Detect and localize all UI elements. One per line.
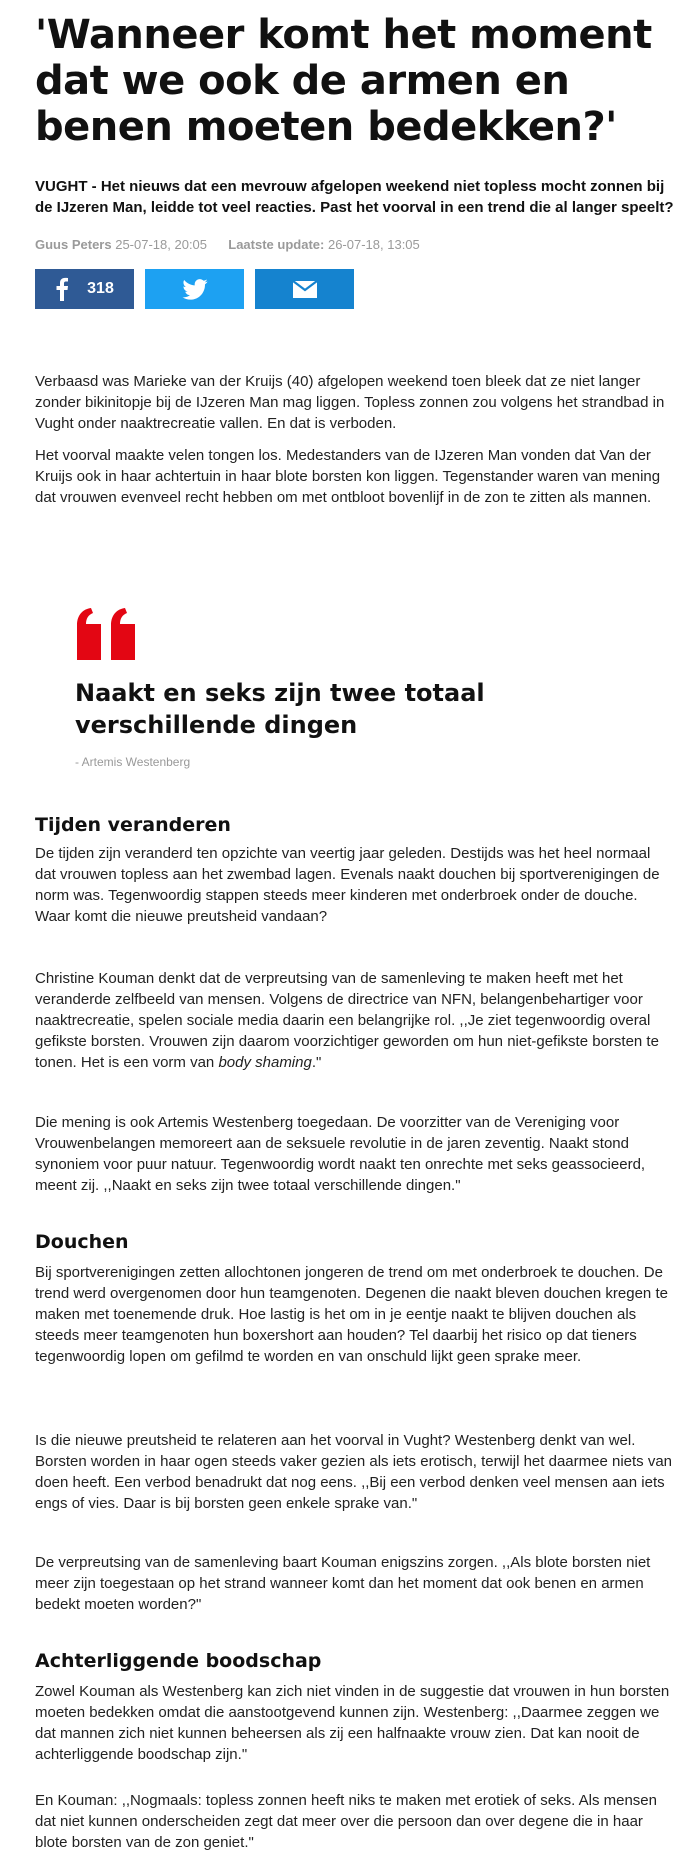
section-heading-tijden-veranderen: Tijden veranderen (35, 814, 231, 836)
pull-quote-author: - Artemis Westenberg (75, 755, 191, 769)
paragraph-10-text: En Kouman: ,,Nogmaals: topless zonnen heeft niks te maken met erotiek of seks. Als mensen dat niet kunnen onderscheiden zegt dat meer over die persoon dan over degene die in haar blote borsten van de zon geniet." (35, 1792, 657, 1851)
paragraph-6 (35, 1262, 675, 1367)
author-name[interactable]: Guus Peters (35, 237, 112, 252)
paragraph-5 (35, 1112, 675, 1196)
updated-label: Laatste update: (228, 237, 325, 252)
mail-share-button[interactable] (255, 269, 354, 309)
twitter-icon (182, 279, 208, 300)
paragraph-3 (35, 843, 675, 927)
paragraph-10 (35, 1790, 675, 1853)
paragraph-8-text: De verpreutsing van de samenleving baart Kouman enigszins zorgen. ,,Als blote borsten niet meer zijn toegestaan op het strand wanneer komt dan het moment dat ook benen en armen bedekt moeten worden?" (35, 1554, 651, 1613)
paragraph-4-part-2: ." (311, 1054, 322, 1071)
article-intro: VUGHT - Het nieuws dat een mevrouw afgelopen weekend niet topless mocht zonnen bij de IJzeren Man, leidde tot veel reacties. Past het voorval in een trend die al langer speelt? (35, 178, 674, 216)
paragraph-7-text: Is die nieuwe preutsheid te relateren aan het voorval in Vught? Westenberg denkt van wel. Borsten worden in haar ogen steeds vaker gezien als iets erotisch, terwijl het daarmee niets van doen heeft. Een verbod benadrukt dat nog eens. ,,Bij een verbod denken veel mensen aan iets engs of vies. Daar is bij borsten geen enkele sprake van." (35, 1432, 673, 1512)
paragraph-4-emphasis: body shaming (218, 1054, 312, 1071)
pull-quote-text: Naakt en seks zijn twee totaal verschillende dingen (75, 679, 485, 739)
updated-date: 26-07-18, 13:05 (327, 237, 420, 252)
published-date: 25-07-18, 20:05 (115, 237, 208, 252)
facebook-icon (55, 277, 69, 301)
facebook-share-count: 318 (87, 280, 114, 297)
facebook-share-button[interactable] (35, 269, 134, 309)
quote-mark-icon (75, 607, 139, 661)
pull-quote (75, 677, 635, 769)
section-heading-achterliggende-boodschap: Achterliggende boodschap (35, 1650, 322, 1672)
mail-icon (293, 281, 317, 298)
paragraph-4-part-1: Christine Kouman denkt dat de verpreutsing van de samenleving te maken heeft met het veranderde zelfbeeld van mensen. Volgens de directrice van NFN, belangenbehartiger voor naaktrecreatie, spelen sociale media daarin een belangrijke rol. ,,Je ziet tegenwoordig overal gefikste borsten. Vrouwen zijn daarom voorzichtiger geworden om hun niet-gefikste borsten te tonen. Het is een vorm van (35, 970, 659, 1071)
paragraph-8 (35, 1552, 675, 1615)
paragraph-2-text: Het voorval maakte velen tongen los. Medestanders van de IJzeren Man vonden dat Van der Kruijs ook in haar achtertuin in haar blote borsten kon liggen. Tegenstander waren van mening dat vrouwen evenveel recht hebben om met ontbloot bovenlijf in de zon te zitten als mannen. (35, 447, 661, 506)
article-meta (35, 237, 690, 253)
paragraph-9 (35, 1681, 675, 1765)
paragraph-1 (35, 371, 675, 434)
article-title: 'Wanneer komt het moment dat we ook de armen en benen moeten bedekken?' (35, 12, 652, 150)
twitter-share-button[interactable] (145, 269, 244, 309)
paragraph-9-text: Zowel Kouman als Westenberg kan zich niet vinden in de suggestie dat vrouwen in hun borsten moeten bedekken omdat die aanstootgevend kunnen zijn. Westenberg: ,,Daarmee zeggen we dat mannen zich niet kunnen beheersen als zij een halfnaakte vrouw zien. Dat kan nooit de achterliggende boodschap zijn." (35, 1683, 670, 1763)
article (35, 0, 690, 309)
paragraph-2 (35, 445, 675, 508)
share-bar (35, 269, 690, 309)
paragraph-1-text: Verbaasd was Marieke van der Kruijs (40) afgelopen weekend toen bleek dat ze niet langer zonder bikinitopje bij de IJzeren Man mag liggen. Topless zonnen zou volgens het strandbad in Vught onder naaktrecreatie vallen. En dat is verboden. (35, 373, 665, 432)
paragraph-5-text: Die mening is ook Artemis Westenberg toegedaan. De voorzitter van de Vereniging voor Vrouwenbelangen memoreert aan de seksuele revolutie in de jaren zeventig. Naakt stond synoniem voor puur natuur. Tegenwoordig wordt naakt ten onrechte met seks geassocieerd, meent zij. ,,Naakt en seks zijn twee totaal verschillende dingen." (35, 1114, 646, 1194)
paragraph-6-text: Bij sportverenigingen zetten allochtonen jongeren de trend om met onderbroek te douchen. De trend werd overgenomen door hun teamgenoten. Degenen die naakt bleven douchen kregen te maken met toenemende druk. Hoe lastig is het om in je eentje naakt te blijven douchen als steeds meer teamgenoten hun boxershort aan houden? Tel daarbij het risico op dat tieners tegenwoordig lopen om gefilmd te worden en van onschuld lijkt geen sprake meer. (35, 1264, 668, 1365)
paragraph-3-text: De tijden zijn veranderd ten opzichte van veertig jaar geleden. Destijds was het heel normaal dat vrouwen topless aan het zwembad lagen. Evenals naakt douchen bij sportverenigingen de norm was. Tegenwoordig stappen steeds meer kinderen met onderbroek onder de douche. Waar komt die nieuwe preutsheid vandaan? (35, 845, 660, 925)
paragraph-4-text (35, 968, 675, 1073)
paragraph-7 (35, 1430, 675, 1514)
section-heading-douchen: Douchen (35, 1231, 129, 1253)
paragraph-4 (35, 968, 675, 1073)
